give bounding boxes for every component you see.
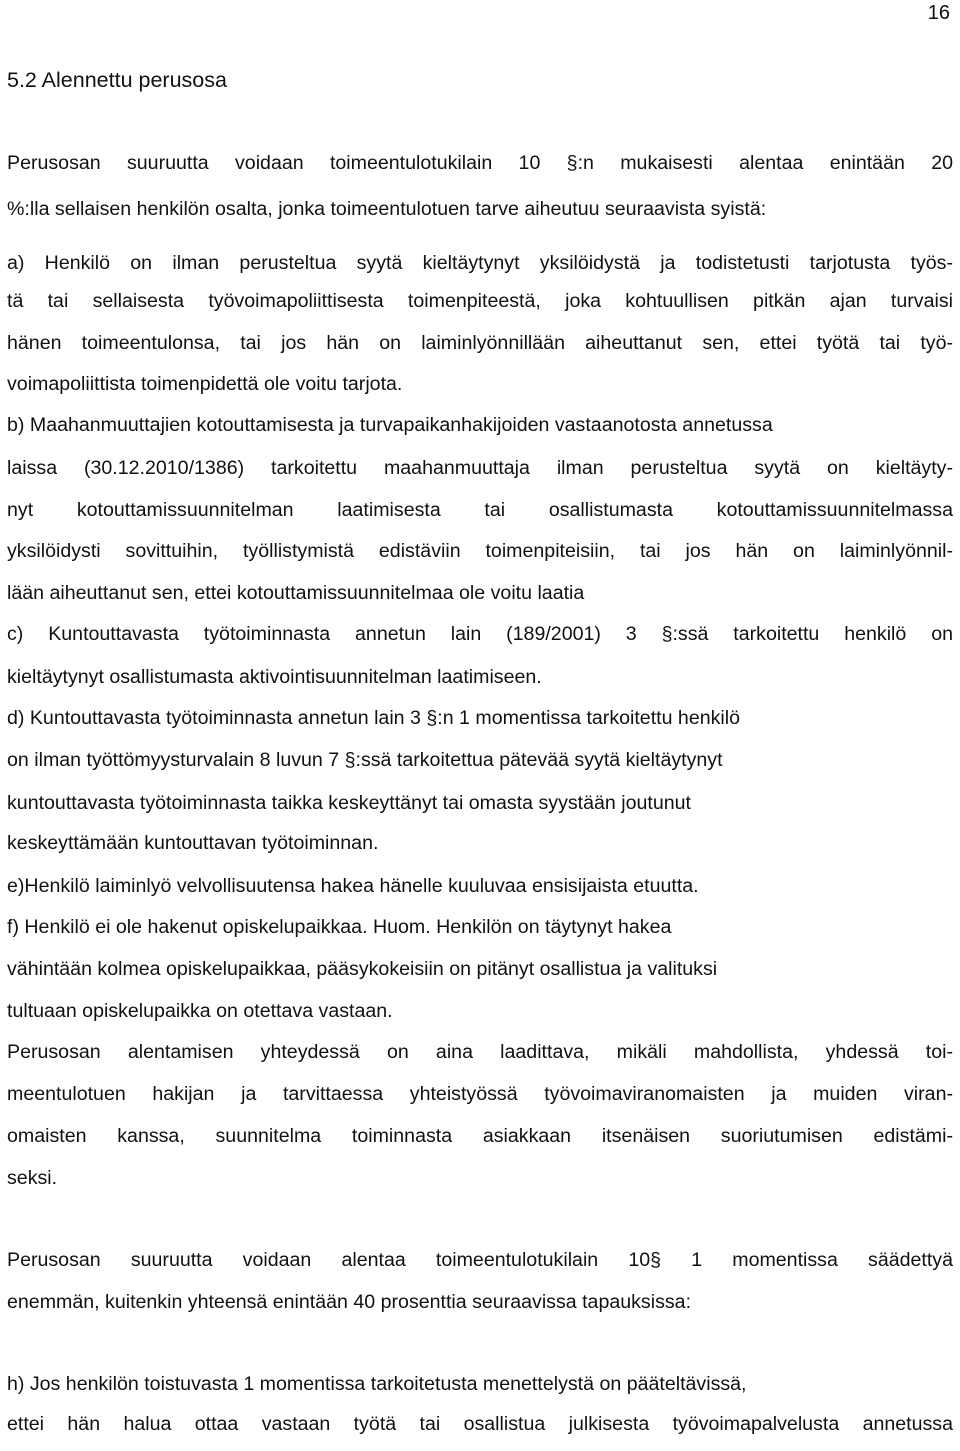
text-line: vähintään kolmea opiskelupaikkaa, pääsykokeisiin on pitänyt osallistua ja valituksi (7, 958, 718, 980)
text-line: nyt kotouttamissuunnitelman laatimisesta tai osallistumasta kotouttamissuunnitelmassa (7, 499, 953, 521)
text-line: omaisten kanssa, suunnitelma toiminnasta asiakkaan itsenäisen suoriutumisen edistämi- (7, 1125, 953, 1147)
text-line: d) Kuntouttavasta työtoiminnasta annetun lain 3 §:n 1 momentissa tarkoitettu henkilö (7, 707, 741, 729)
text-line: hänen toimeentulonsa, tai jos hän on laiminlyönnillään aiheuttanut sen, ettei työtä tai työ- (7, 332, 953, 354)
text-line: laissa (30.12.2010/1386) tarkoitettu maahanmuuttaja ilman perusteltua syytä on kieltäyty- (7, 457, 953, 479)
text-line: seksi. (7, 1167, 58, 1189)
text-line: enemmän, kuitenkin yhteensä enintään 40 prosenttia seuraavissa tapauksissa: (7, 1291, 692, 1313)
text-line: c) Kuntouttavasta työtoiminnasta annetun lain (189/2001) 3 §:ssä tarkoitettu henkilö on (7, 623, 953, 645)
page-number: 16 (927, 2, 950, 24)
text-line: %:lla sellaisen henkilön osalta, jonka toimeentulotuen tarve aiheutuu seuraavista syistä: (7, 198, 767, 220)
text-line: ettei hän halua ottaa vastaan työtä tai osallistua julkisesta työvoimapalvelusta annetussa (7, 1413, 953, 1435)
text-line: voimapoliittista toimenpidettä ole voitu tarjota. (7, 373, 403, 395)
text-line: f) Henkilö ei ole hakenut opiskelupaikkaa. Huom. Henkilön on täytynyt hakea (7, 916, 672, 938)
text-line: Perusosan alentamisen yhteydessä on aina laadittava, mikäli mahdollista, yhdessä toi- (7, 1041, 953, 1063)
text-line: b) Maahanmuuttajien kotouttamisesta ja turvapaikanhakijoiden vastaanotosta annetussa (7, 414, 773, 436)
section-heading: 5.2 Alennettu perusosa (7, 68, 227, 92)
text-line: Perusosan suuruutta voidaan alentaa toimeentulotukilain 10§ 1 momentissa säädettyä (7, 1249, 953, 1271)
text-line: h) Jos henkilön toistuvasta 1 momentissa tarkoitetusta menettelystä on pääteltävissä, (7, 1373, 747, 1395)
text-line: meentulotuen hakijan ja tarvittaessa yhteistyössä työvoimaviranomaisten ja muiden viran- (7, 1083, 953, 1105)
text-line: a) Henkilö on ilman perusteltua syytä kieltäytynyt yksilöidystä ja todistetusti tarjotusta työs- (7, 252, 953, 274)
text-line: kieltäytynyt osallistumasta aktivointisuunnitelman laatimiseen. (7, 666, 542, 688)
text-line: tä tai sellaisesta työvoimapoliittisesta toimenpiteestä, joka kohtuullisen pitkän ajan turvaisi (7, 290, 953, 312)
text-line: lään aiheuttanut sen, ettei kotouttamissuunnitelmaa ole voitu laatia (7, 582, 585, 604)
text-line: Perusosan suuruutta voidaan toimeentulotukilain 10 §:n mukaisesti alentaa enintään 20 (7, 152, 953, 174)
text-line: keskeyttämään kuntouttavan työtoiminnan. (7, 832, 379, 854)
text-line: kuntouttavasta työtoiminnasta taikka keskeyttänyt tai omasta syystään joutunut (7, 792, 691, 814)
text-line: tultuaan opiskelupaikka on otettava vastaan. (7, 1000, 393, 1022)
text-line: e)Henkilö laiminlyö velvollisuutensa hakea hänelle kuuluvaa ensisijaista etuutta. (7, 875, 699, 897)
text-line: on ilman työttömyysturvalain 8 luvun 7 §:ssä tarkoitettua pätevää syytä kieltäytynyt (7, 749, 723, 771)
text-line: yksilöidysti sovittuihin, työllistymistä edistäviin toimenpiteisiin, tai jos hän on laiminlyönnil- (7, 540, 953, 562)
